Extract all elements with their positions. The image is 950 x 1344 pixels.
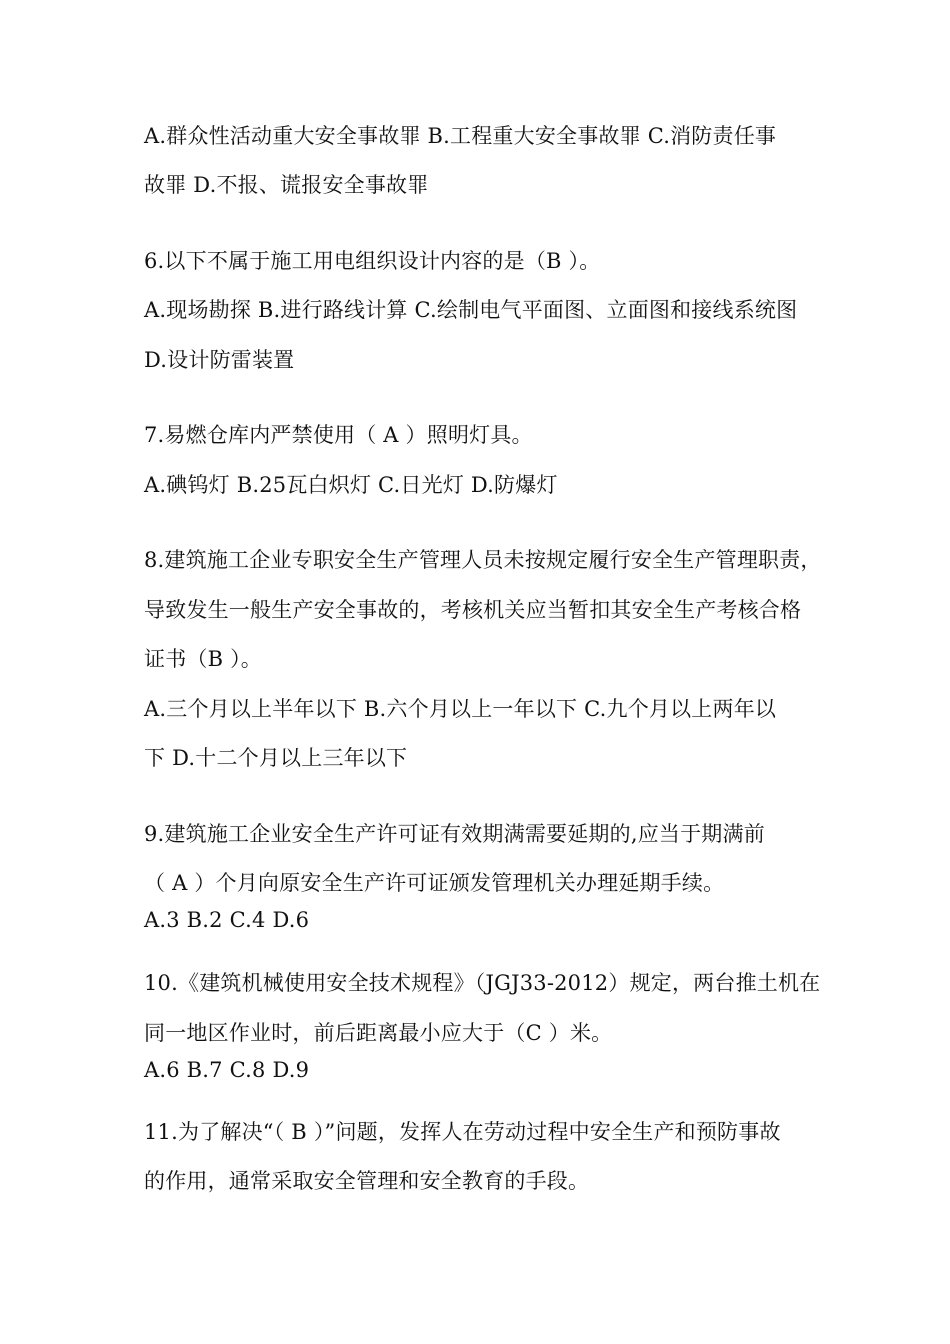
option-line-10-1: A.6 B.7 C.8 D.9 <box>144 1058 310 1082</box>
option-line-6-1: A.现场勘探 B.进行路线计算 C.绘制电气平面图、立面图和接线系统图 <box>144 298 798 322</box>
question-8-line-1: 8.建筑施工企业专职安全生产管理人员未按规定履行安全生产管理职责， <box>144 548 822 572</box>
question-10-line-1: 10.《建筑机械使用安全技术规程》（JGJ33-2012）规定，两台推土机在 <box>144 971 821 995</box>
question-9-line-1: 9.建筑施工企业安全生产许可证有效期满需要延期的,应当于期满前 <box>144 822 765 846</box>
option-line-8-2: 下 D.十二个月以上三年以下 <box>144 746 408 770</box>
question-8-line-2: 导致发生一般生产安全事故的，考核机关应当暂扣其安全生产考核合格 <box>144 598 802 622</box>
option-line-9-1: A.3 B.2 C.4 D.6 <box>144 908 310 932</box>
question-7: 7.易燃仓库内严禁使用（ A ）照明灯具。 <box>144 423 533 447</box>
question-11-line-2: 的作用，通常采取安全管理和安全教育的手段。 <box>144 1169 590 1193</box>
question-6: 6.以下不属于施工用电组织设计内容的是（B ）。 <box>144 249 601 273</box>
question-8-line-3: 证书（B ）。 <box>144 647 263 671</box>
option-line-7-1: A.碘钨灯 B.25瓦白炽灯 C.日光灯 D.防爆灯 <box>144 473 558 497</box>
option-line-5-2: 故罪 D.不报、谎报安全事故罪 <box>144 173 429 197</box>
option-line-8-1: A.三个月以上半年以下 B.六个月以上一年以下 C.九个月以上两年以 <box>144 697 777 721</box>
option-line-6-2: D.设计防雷装置 <box>144 348 295 372</box>
question-9-line-2: （ A ）个月向原安全生产许可证颁发管理机关办理延期手续。 <box>144 871 725 895</box>
question-11-line-1: 11.为了解决“（ B ）”问题，发挥人在劳动过程中安全生产和预防事故 <box>144 1120 781 1144</box>
question-10-line-2: 同一地区作业时，前后距离最小应大于（C ）米。 <box>144 1021 613 1045</box>
option-line-5-1: A.群众性活动重大安全事故罪 B.工程重大安全事故罪 C.消防责任事 <box>144 124 777 148</box>
